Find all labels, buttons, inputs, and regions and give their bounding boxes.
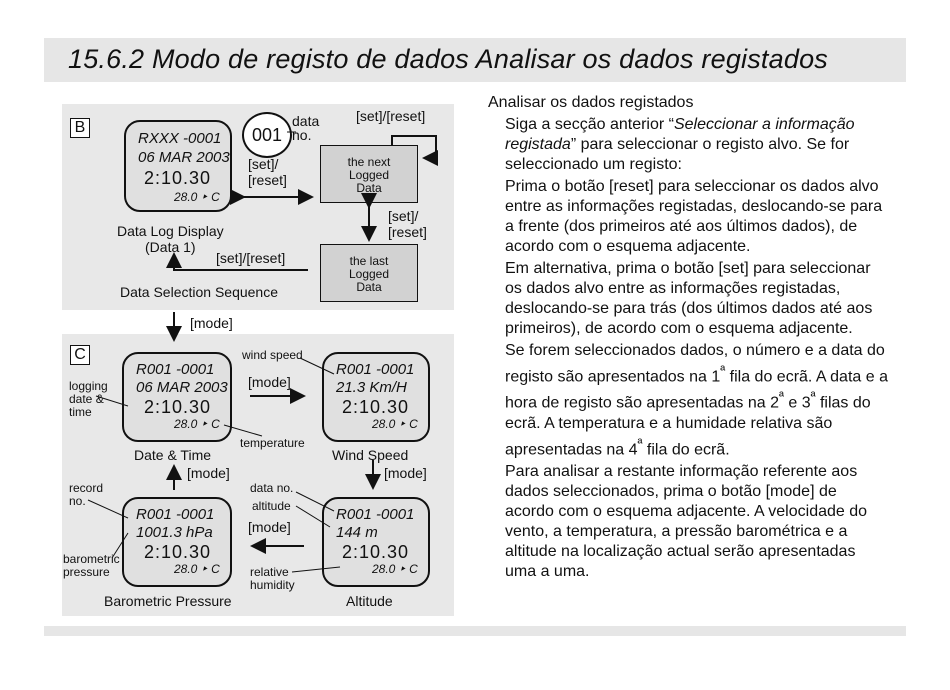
leader-data-no-c — [296, 492, 334, 511]
display-line-3: 2:10.30 — [144, 168, 212, 188]
display-line-2: 21.3 Km/H — [336, 379, 407, 396]
paragraph-1: Siga a secção anterior “Seleccionar a informação registada” para seleccionar o registo alvo. Se for seleccionado um registo: — [505, 116, 855, 173]
mode-label-upper-left: [mode] — [187, 465, 230, 481]
display-line-3: 2:10.30 — [342, 397, 410, 417]
display-line-1: R001 -0001 — [136, 361, 215, 378]
display-caption: Data Log Display (Data 1) — [117, 223, 224, 255]
wind-speed-label: wind speed — [242, 348, 303, 362]
return-arrow-last — [174, 254, 308, 270]
record-no-label: record no. — [69, 481, 104, 508]
footer-band — [44, 626, 906, 636]
display-line-2: 144 m — [336, 524, 378, 541]
set-reset-label-top: [set]/[reset] — [356, 108, 426, 124]
leader-logging — [96, 396, 128, 406]
sequence-caption: Data Selection Sequence — [120, 284, 278, 300]
set-reset-label-bottom: [set]/[reset] — [216, 250, 286, 266]
altitude-label: altitude — [252, 499, 291, 513]
display-line-4: 28.0 ‣ C — [372, 562, 418, 576]
instructions — [488, 93, 888, 584]
leader-wind — [300, 358, 334, 374]
data-number-value: 001 — [251, 125, 283, 145]
display-line-1: R001 -0001 — [336, 506, 415, 523]
barometric-pressure-label: barometric pressure — [63, 552, 120, 579]
panel-b-letter: B — [70, 118, 90, 138]
page-title: 15.6.2 Modo de registo de dados Analisar os dados registados — [68, 44, 828, 74]
display-line-1: R001 -0001 — [336, 361, 415, 378]
paragraph-2: Prima o botão [reset] para seleccionar os dados alvo entre as informações registadas, deslocando-se para a frente (dos primeiros até aos últimos dados), de acordo com o esquema adjacente. — [505, 178, 883, 255]
display-line-4: 28.0 ‣ C — [372, 417, 418, 431]
loop-arrow-next — [392, 136, 436, 158]
leader-altitude — [296, 506, 330, 527]
display-line-4: 28.0 ‣ C — [174, 417, 220, 431]
last-logged-data-box: the last Logged Data — [320, 244, 418, 302]
next-logged-data-box: the next Logged Data — [320, 145, 418, 203]
display-line-2: 06 MAR 2003 — [138, 149, 230, 166]
paragraph-5: Para analisar a restante informação referente aos dados seleccionados, prima o botão [mode] de acordo com o esquema adjacente. A velocidade do vento, a temperatura, a pressão barométrica e a altitude na localização actual serão apresentadas uma a uma. — [505, 462, 868, 580]
display-line-4: 28.0 ‣ C — [174, 562, 220, 576]
paragraph-3: Em alternativa, prima o botão [set] para seleccionar os dados alvo entre as informações registadas, deslocando-se para trás (dos últimos dados até aos primeiros), de acordo com o esquema adjacente. — [505, 260, 873, 337]
leader-temperature — [224, 425, 262, 436]
date-time-caption: Date & Time — [134, 447, 212, 463]
set-reset-label-left: [set]/ [reset] — [248, 156, 287, 188]
temperature-label: temperature — [240, 436, 305, 450]
barometric-pressure-caption: Barometric Pressure — [104, 593, 232, 609]
display-line-1: R001 -0001 — [136, 506, 215, 523]
display-line-3: 2:10.30 — [144, 397, 212, 417]
display-line-3: 2:10.30 — [342, 542, 410, 562]
display-line-1: RXXX -0001 — [138, 130, 222, 147]
relative-humidity-label: relative humidity — [250, 565, 295, 592]
altitude-caption: Altitude — [346, 593, 393, 609]
logging-date-time-label: logging date & time — [69, 379, 108, 419]
display-line-2: 06 MAR 2003 — [136, 379, 228, 396]
mode-label-bottom: [mode] — [248, 519, 291, 535]
wind-speed-caption: Wind Speed — [332, 447, 409, 463]
mode-label-between: [mode] — [190, 315, 233, 331]
display-line-3: 2:10.30 — [144, 542, 212, 562]
section-heading: Analisar os dados registados — [488, 94, 694, 111]
leader-humidity — [292, 567, 340, 572]
display-line-4: 28.0 ‣ C — [174, 190, 220, 204]
panel-c-letter: C — [70, 345, 90, 365]
mode-label-lower-right: [mode] — [384, 465, 427, 481]
data-no-label-c: data no. — [250, 481, 294, 495]
set-reset-label-right: [set]/ [reset] — [388, 208, 427, 240]
leader-barometric — [112, 533, 128, 558]
display-line-2: 1001.3 hPa — [136, 524, 213, 541]
paragraph-4: Se forem seleccionados dados, o número e a data do registo são apresentados na $1^ª$ fila do ecrã. A data e a hora de registo são apresentadas na $2^ª$ e $3^ª$ filas do ecrã. A temperatura e a humidade relativa são apresentadas na $4^ª$ fila do ecrã. — [505, 342, 888, 458]
mode-label-right: [mode] — [248, 374, 291, 390]
leader-record — [88, 500, 128, 518]
data-no-label: data no. — [292, 113, 320, 143]
